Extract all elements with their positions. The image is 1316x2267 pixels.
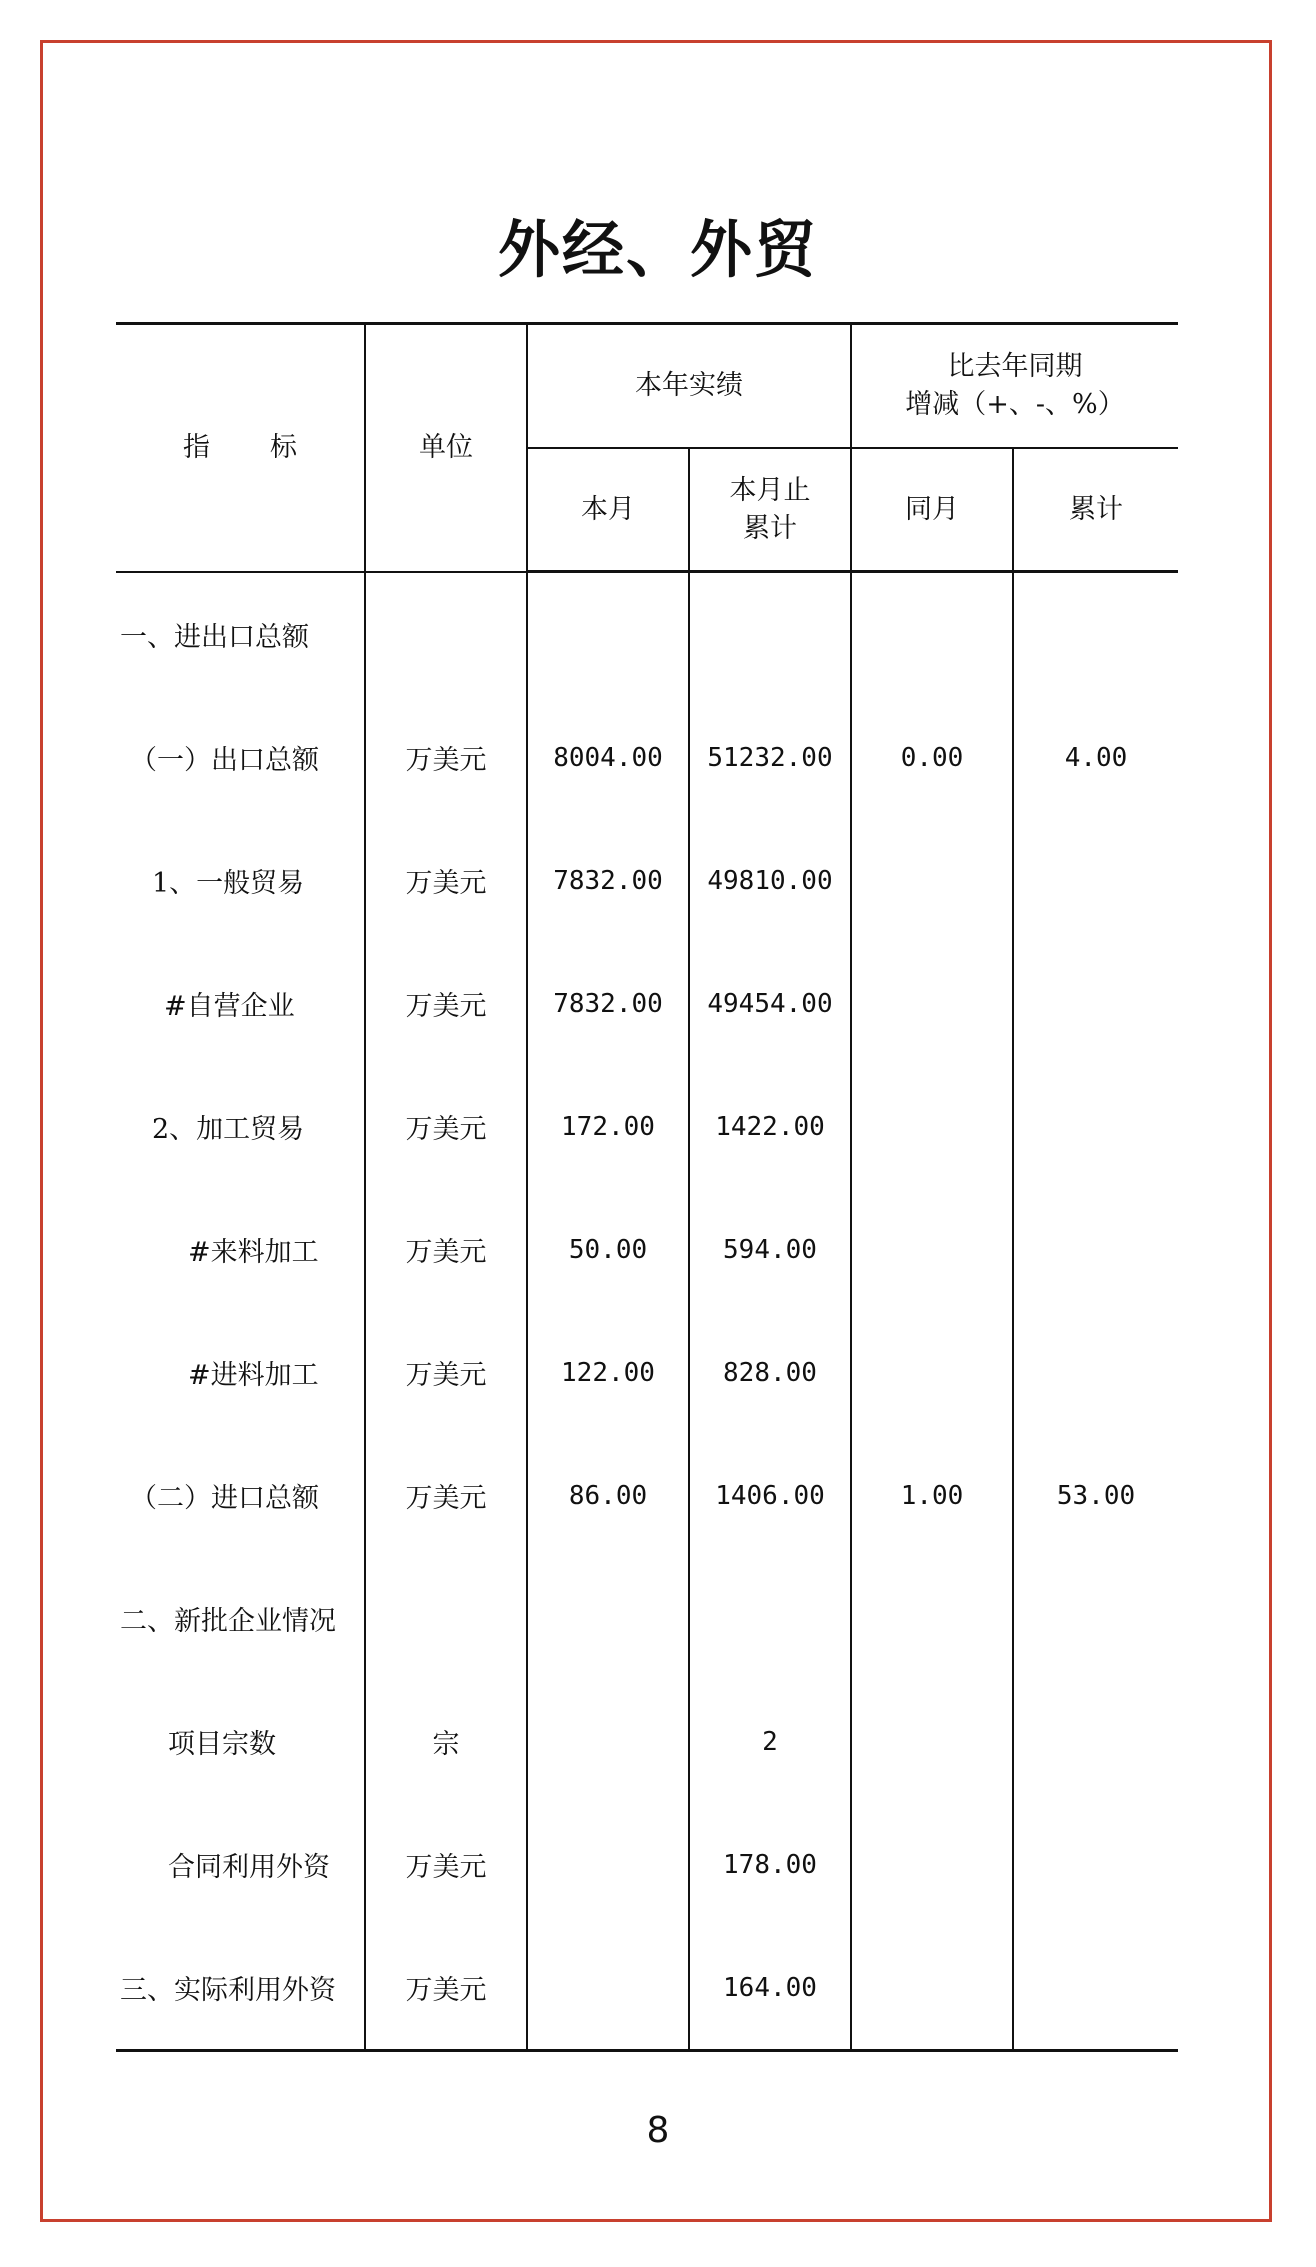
row-name: 项目宗数 bbox=[116, 1680, 365, 1803]
row-ytd: 49454.00 bbox=[689, 942, 851, 1065]
table-row bbox=[116, 1188, 1178, 1311]
row-month bbox=[527, 1803, 689, 1926]
table-row bbox=[116, 696, 1178, 819]
header-yoy-line1: 比去年同期 bbox=[947, 351, 1083, 382]
row-month: 86.00 bbox=[527, 1434, 689, 1557]
row-name: （一）出口总额 bbox=[116, 696, 365, 819]
row-month bbox=[527, 1557, 689, 1680]
row-cumulative: 53.00 bbox=[1013, 1434, 1178, 1557]
row-ytd: 1406.00 bbox=[689, 1434, 851, 1557]
row-unit: 万美元 bbox=[365, 1803, 527, 1926]
row-cumulative bbox=[1013, 1065, 1178, 1188]
row-same-month bbox=[851, 1680, 1013, 1803]
row-name: #进料加工 bbox=[116, 1311, 365, 1434]
row-month bbox=[527, 1680, 689, 1803]
row-cumulative bbox=[1013, 1926, 1178, 2051]
row-name: 1、一般贸易 bbox=[116, 819, 365, 942]
table-row bbox=[116, 1926, 1178, 2051]
row-cumulative bbox=[1013, 1680, 1178, 1803]
row-same-month: 0.00 bbox=[851, 696, 1013, 819]
table-row bbox=[116, 1434, 1178, 1557]
row-cumulative bbox=[1013, 1557, 1178, 1680]
row-name: #来料加工 bbox=[116, 1188, 365, 1311]
table-row bbox=[116, 942, 1178, 1065]
row-unit: 万美元 bbox=[365, 819, 527, 942]
header-current-year: 本年实绩 bbox=[527, 324, 851, 449]
table-row bbox=[116, 1065, 1178, 1188]
row-month bbox=[527, 572, 689, 697]
row-month: 7832.00 bbox=[527, 942, 689, 1065]
row-cumulative bbox=[1013, 1311, 1178, 1434]
row-cumulative bbox=[1013, 1188, 1178, 1311]
row-month: 50.00 bbox=[527, 1188, 689, 1311]
row-name: 一、进出口总额 bbox=[116, 572, 365, 697]
row-name: #自营企业 bbox=[116, 942, 365, 1065]
header-ytd-line1: 本月止 bbox=[729, 474, 811, 506]
header-yoy bbox=[851, 324, 1178, 449]
header-indicator: 指标 bbox=[116, 324, 365, 572]
row-ytd: 164.00 bbox=[689, 1926, 851, 2051]
row-unit: 万美元 bbox=[365, 696, 527, 819]
header-cumulative: 累计 bbox=[1013, 448, 1178, 572]
row-name: 三、实际利用外资 bbox=[116, 1926, 365, 2051]
row-same-month bbox=[851, 942, 1013, 1065]
page-number: 8 bbox=[646, 2110, 670, 2151]
row-ytd: 828.00 bbox=[689, 1311, 851, 1434]
row-unit: 万美元 bbox=[365, 1065, 527, 1188]
row-unit: 万美元 bbox=[365, 942, 527, 1065]
row-month: 122.00 bbox=[527, 1311, 689, 1434]
row-month: 8004.00 bbox=[527, 696, 689, 819]
row-same-month bbox=[851, 1557, 1013, 1680]
table-row bbox=[116, 1803, 1178, 1926]
page-title: 外经、外贸 bbox=[497, 213, 818, 286]
row-cumulative bbox=[1013, 572, 1178, 697]
row-same-month bbox=[851, 1065, 1013, 1188]
table-row bbox=[116, 1680, 1178, 1803]
row-same-month bbox=[851, 1926, 1013, 2051]
row-ytd: 594.00 bbox=[689, 1188, 851, 1311]
table-row bbox=[116, 1311, 1178, 1434]
row-name: 合同利用外资 bbox=[116, 1803, 365, 1926]
row-cumulative bbox=[1013, 942, 1178, 1065]
table-row bbox=[116, 572, 1178, 697]
header-ytd bbox=[689, 448, 851, 572]
row-cumulative: 4.00 bbox=[1013, 696, 1178, 819]
header-this-month: 本月 bbox=[527, 448, 689, 572]
row-same-month bbox=[851, 1188, 1013, 1311]
header-same-month: 同月 bbox=[851, 448, 1013, 572]
row-name: （二）进口总额 bbox=[116, 1434, 365, 1557]
row-unit: 宗 bbox=[365, 1680, 527, 1803]
row-unit: 万美元 bbox=[365, 1434, 527, 1557]
row-ytd: 2 bbox=[689, 1680, 851, 1803]
row-ytd: 1422.00 bbox=[689, 1065, 851, 1188]
row-month: 172.00 bbox=[527, 1065, 689, 1188]
row-ytd bbox=[689, 572, 851, 697]
row-ytd: 49810.00 bbox=[689, 819, 851, 942]
table-row bbox=[116, 819, 1178, 942]
header-unit: 单位 bbox=[365, 324, 527, 572]
row-name: 2、加工贸易 bbox=[116, 1065, 365, 1188]
trade-table bbox=[116, 322, 1178, 2052]
row-same-month bbox=[851, 572, 1013, 697]
row-unit: 万美元 bbox=[365, 1926, 527, 2051]
row-unit bbox=[365, 1557, 527, 1680]
row-ytd: 51232.00 bbox=[689, 696, 851, 819]
row-unit bbox=[365, 572, 527, 697]
row-name: 二、新批企业情况 bbox=[116, 1557, 365, 1680]
row-same-month bbox=[851, 1311, 1013, 1434]
header-ytd-line2: 累计 bbox=[743, 512, 797, 544]
row-ytd: 178.00 bbox=[689, 1803, 851, 1926]
row-same-month: 1.00 bbox=[851, 1434, 1013, 1557]
row-same-month bbox=[851, 1803, 1013, 1926]
row-month: 7832.00 bbox=[527, 819, 689, 942]
row-unit: 万美元 bbox=[365, 1188, 527, 1311]
header-yoy-line2: 增减（+、-、%） bbox=[905, 389, 1125, 420]
row-unit: 万美元 bbox=[365, 1311, 527, 1434]
table-row bbox=[116, 1557, 1178, 1680]
row-ytd bbox=[689, 1557, 851, 1680]
row-cumulative bbox=[1013, 1803, 1178, 1926]
row-cumulative bbox=[1013, 819, 1178, 942]
row-same-month bbox=[851, 819, 1013, 942]
row-month bbox=[527, 1926, 689, 2051]
